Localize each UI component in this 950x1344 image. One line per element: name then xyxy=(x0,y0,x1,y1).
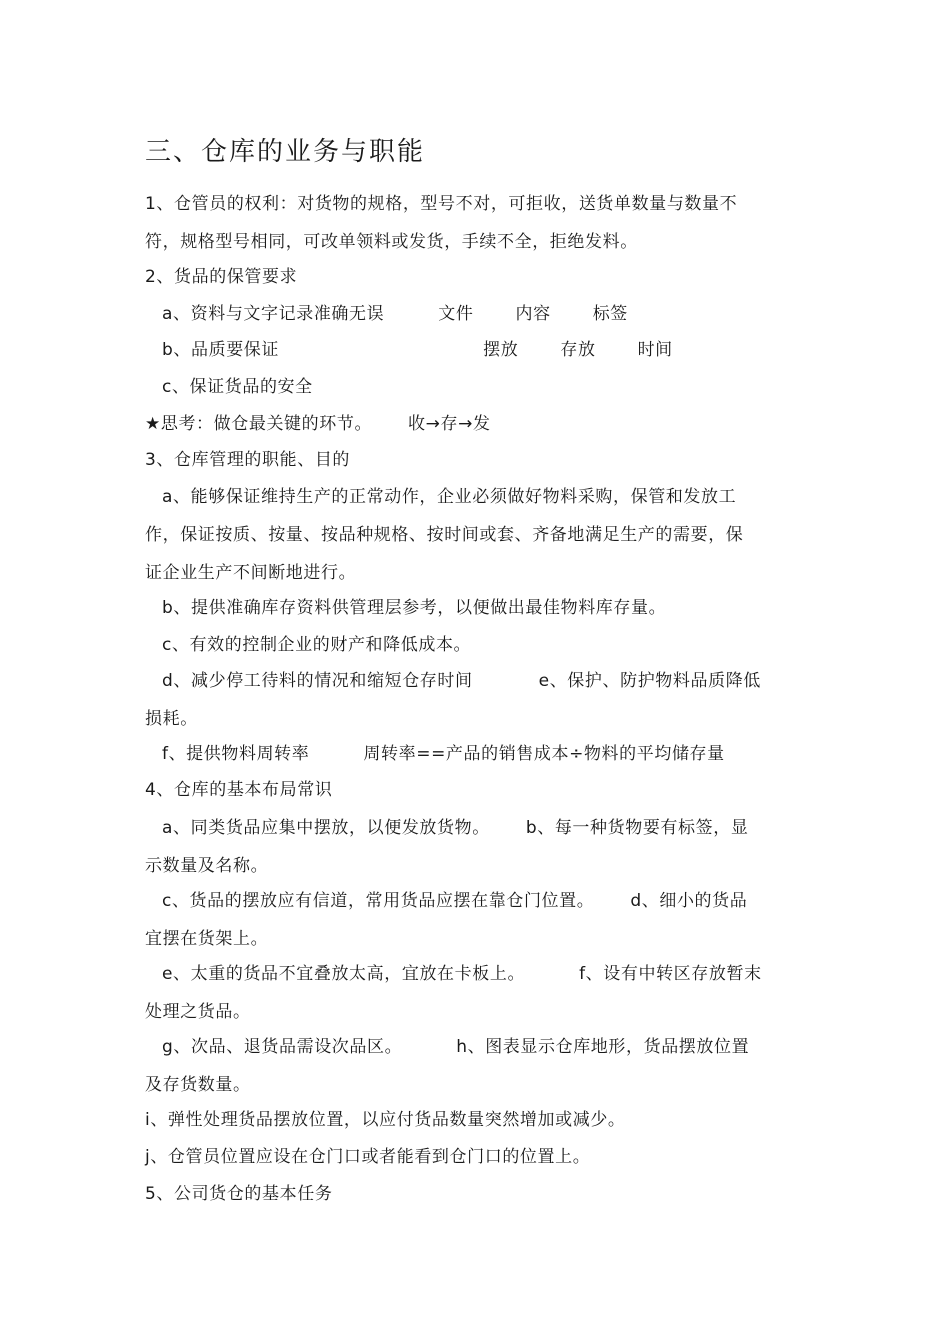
paragraph-line: 符，规格型号相同，可改单领料或发货，手续不全，拒绝发料。 xyxy=(145,232,638,252)
list-item: e、太重的货品不宜叠放太高，宜放在卡板上。 f、设有中转区存放暂末 xyxy=(162,964,762,984)
list-item: g、次品、退货品需设次品区。 h、图表显示仓库地形，货品摆放位置 xyxy=(162,1037,750,1057)
paragraph-line: 损耗。 xyxy=(145,709,198,729)
subheading: 4、仓库的基本布局常识 xyxy=(145,780,333,800)
paragraph-line: 示数量及名称。 xyxy=(145,856,269,876)
list-item: i、弹性处理货品摆放位置，以应付货品数量突然增加或减少。 xyxy=(145,1110,626,1130)
paragraph-line: 处理之货品。 xyxy=(145,1002,251,1022)
list-item: b、提供准确库存资料供管理层参考，以便做出最佳物料库存量。 xyxy=(162,598,667,618)
list-item: c、货品的摆放应有信道，常用货品应摆在靠仓门位置。 d、细小的货品 xyxy=(162,891,748,911)
subheading: 3、仓库管理的职能、目的 xyxy=(145,450,351,470)
subheading: 5、公司货仓的基本任务 xyxy=(145,1184,333,1204)
paragraph-line: 1、仓管员的权利：对货物的规格，型号不对，可拒收，送货单数量与数量不 xyxy=(145,194,738,214)
list-item: a、资料与文字记录准确无误 文件 内容 标签 xyxy=(162,304,628,324)
paragraph-line: 及存货数量。 xyxy=(145,1075,251,1095)
list-item: d、减少停工待料的情况和缩短仓存时间 e、保护、防护物料品质降低 xyxy=(162,671,761,691)
list-item: f、提供物料周转率 周转率==产品的销售成本÷物料的平均储存量 xyxy=(162,744,725,764)
list-item: c、有效的控制企业的财产和降低成本。 xyxy=(162,635,472,655)
list-item: b、品质要保证 摆放 存放 时间 xyxy=(162,340,673,360)
subheading: 2、货品的保管要求 xyxy=(145,267,298,287)
paragraph-line: 作，保证按质、按量、按品种规格、按时间或套、齐备地满足生产的需要，保 xyxy=(145,525,744,545)
paragraph-line: 宜摆在货架上。 xyxy=(145,929,269,949)
note-line: ★思考：做仓最关键的环节。 收→存→发 xyxy=(145,414,491,434)
list-item: j、仓管员位置应设在仓门口或者能看到仓门口的位置上。 xyxy=(145,1147,591,1167)
list-item: a、能够保证维持生产的正常动作，企业必须做好物料采购，保管和发放工 xyxy=(162,487,737,507)
section-heading: 三、仓库的业务与职能 xyxy=(145,137,426,167)
list-item: c、保证货品的安全 xyxy=(162,377,313,397)
list-item: a、同类货品应集中摆放，以便发放货物。 b、每一种货物要有标签，显 xyxy=(162,818,749,838)
paragraph-line: 证企业生产不间断地进行。 xyxy=(145,563,357,583)
